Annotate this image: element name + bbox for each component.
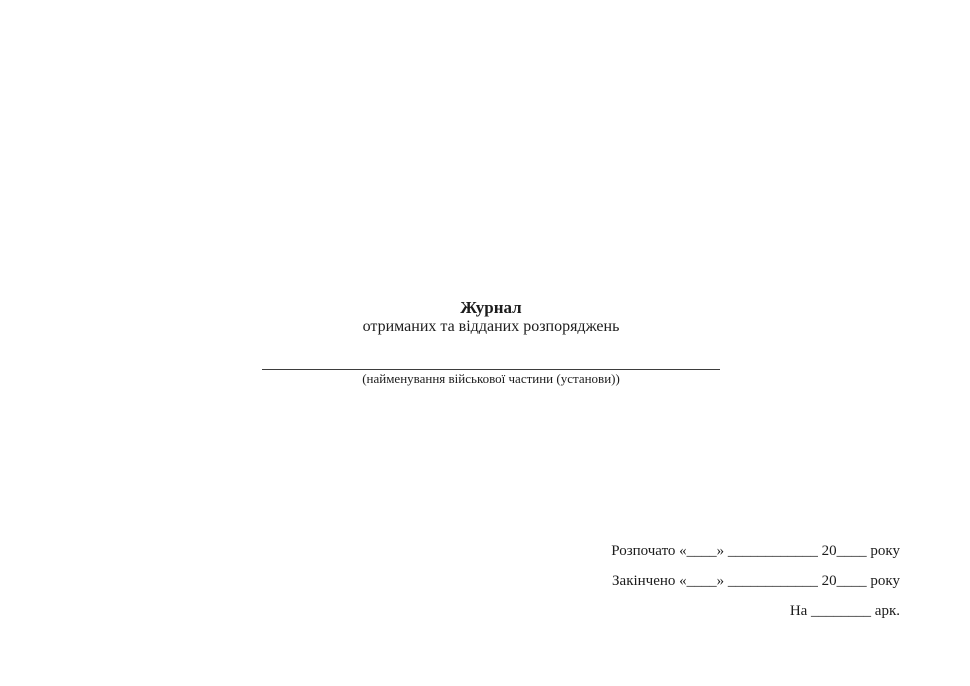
started-date-line: Розпочато «____» ____________ 20____ року xyxy=(611,543,900,559)
unit-name-blank-line xyxy=(262,369,720,370)
registration-block xyxy=(611,543,900,620)
sheets-count-line: На ________ арк. xyxy=(789,603,900,619)
unit-name-block xyxy=(262,369,720,387)
title-block xyxy=(262,298,720,335)
unit-name-caption: (найменування військової частини (установи)) xyxy=(362,371,620,386)
finished-date-line: Закінчено «____» ____________ 20____ року xyxy=(612,573,900,589)
journal-title: Журнал xyxy=(460,298,522,317)
journal-subtitle: отриманих та відданих розпоряджень xyxy=(362,318,620,335)
